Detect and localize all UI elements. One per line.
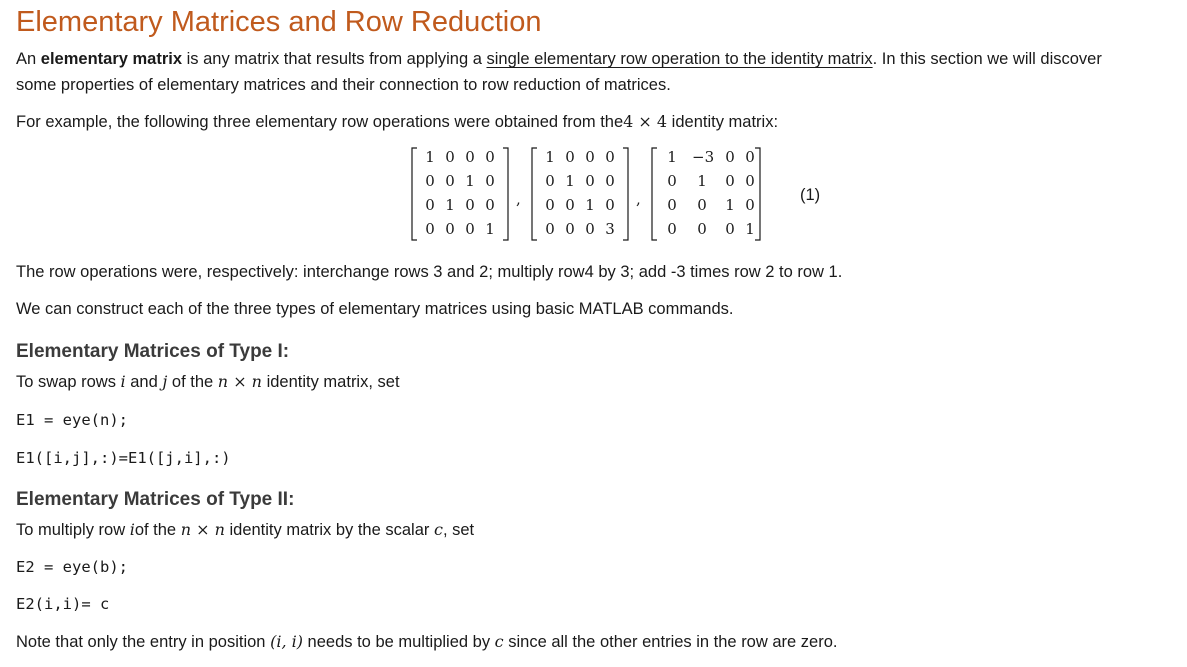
type1-heading: Elementary Matrices of Type I: — [16, 341, 290, 362]
left-bracket — [652, 148, 657, 240]
type1-code-line2: E1([i,j],:)=E1([j,i],:) — [16, 449, 231, 467]
matrix-cell: 0 — [725, 148, 735, 166]
note-text: Note that only the entry in position — [16, 633, 271, 651]
matrix-cell: 1 — [485, 220, 495, 238]
matrix-cell: 0 — [485, 196, 495, 214]
matrix-cell: 0 — [445, 172, 455, 190]
matrix-cell: 1 — [465, 172, 475, 190]
matrix-cell: 0 — [667, 220, 677, 238]
note-text: since all the other entries in the row are zero. — [503, 633, 838, 651]
matrix-cell: 0 — [545, 172, 555, 190]
matrix-cell: 1 — [725, 196, 735, 214]
var-i: i — [129, 520, 135, 539]
matrix-cell: 0 — [585, 148, 595, 166]
matrix-cell: 0 — [425, 196, 435, 214]
matrix-cell: 1 — [545, 148, 555, 166]
matrix-cell: 1 — [697, 172, 707, 190]
type1-text: identity matrix, set — [261, 373, 400, 391]
matrix-cell: 0 — [485, 172, 495, 190]
right-bracket — [623, 148, 628, 240]
matrix-cell: 3 — [605, 220, 615, 238]
matrix-dimension: 4 × 4 — [623, 112, 668, 131]
type1-code-line1: E1 = eye(n); — [16, 411, 128, 429]
matrix-1 — [410, 146, 510, 242]
page-title: Elementary Matrices and Row Reduction — [16, 6, 542, 38]
matrix-comma: , — [516, 190, 521, 208]
var-c: c — [494, 632, 504, 651]
matrix-cell: 0 — [465, 220, 475, 238]
type1-text: and — [125, 373, 163, 391]
matrix-cell: 1 — [565, 172, 575, 190]
type1-text: To swap rows — [16, 373, 121, 391]
type2-heading: Elementary Matrices of Type II: — [16, 489, 295, 510]
matrix-cell: 0 — [425, 172, 435, 190]
position-ii: (i, i) — [270, 632, 303, 651]
matrix-cell: 1 — [425, 148, 435, 166]
matrix-comma: , — [636, 190, 641, 208]
row-operations-text: The row operations were, respectively: interchange rows 3 and 2; multiply row4 by 3; add -3 times row 2 to row 1. — [16, 263, 843, 281]
matrix-cell: 0 — [445, 220, 455, 238]
matrix-cell: 1 — [745, 220, 755, 238]
type2-description — [16, 517, 474, 543]
equation-number: (1) — [800, 186, 821, 204]
matrix-cell: 0 — [445, 148, 455, 166]
note-text: needs to be multiplied by — [302, 633, 495, 651]
var-j: j — [162, 372, 168, 391]
var-c: c — [433, 520, 443, 539]
matrix-cell: 0 — [565, 148, 575, 166]
matrix-cell: 1 — [445, 196, 455, 214]
matrix-cell: 1 — [585, 196, 595, 214]
intro-text: . In this section we will discover — [872, 50, 1102, 68]
type2-text: , set — [442, 521, 475, 539]
matrix-cell: 0 — [725, 220, 735, 238]
type2-code-line1: E2 = eye(b); — [16, 558, 128, 576]
matrix-cell: 0 — [667, 196, 677, 214]
matrix-2 — [530, 146, 630, 242]
matrix-cell: 0 — [605, 196, 615, 214]
var-nn: n × n — [217, 372, 262, 391]
right-bracket — [503, 148, 508, 240]
matrix-cell: 0 — [697, 220, 707, 238]
construct-text: We can construct each of the three types of elementary matrices using basic MATLAB commands. — [16, 300, 734, 318]
matrix-3 — [650, 146, 762, 242]
intro-paragraph-line1 — [16, 46, 1102, 72]
example-text: identity matrix: — [667, 113, 779, 131]
matrix-cell: 0 — [545, 196, 555, 214]
type2-text: identity matrix by the scalar — [224, 521, 434, 539]
matrix-cell: 0 — [425, 220, 435, 238]
matrix-cell: 0 — [585, 172, 595, 190]
matrix-cell: 0 — [465, 196, 475, 214]
intro-text: is any matrix that results from applying a — [182, 50, 487, 68]
intro-text: An — [16, 50, 41, 68]
matrix-cell: 0 — [545, 220, 555, 238]
left-bracket — [532, 148, 537, 240]
matrix-cell: 0 — [745, 196, 755, 214]
term-elementary-matrix: elementary matrix — [40, 50, 183, 68]
matrix-cell: 0 — [465, 148, 475, 166]
matrix-cell: 0 — [725, 172, 735, 190]
type2-code-line2: E2(i,i)= c — [16, 595, 110, 613]
matrix-cell: 0 — [745, 172, 755, 190]
matrix-cell: 0 — [485, 148, 495, 166]
left-bracket — [412, 148, 417, 240]
matrix-cell: 0 — [565, 196, 575, 214]
matrix-cell: −3 — [692, 148, 715, 166]
example-paragraph — [16, 109, 778, 135]
matrix-cell: 1 — [667, 148, 677, 166]
var-i: i — [120, 372, 126, 391]
matrix-cell: 0 — [585, 220, 595, 238]
intro-paragraph-line2: some properties of elementary matrices and their connection to row reduction of matrices. — [16, 76, 671, 94]
matrix-cell: 0 — [565, 220, 575, 238]
var-nn: n × n — [180, 520, 225, 539]
matrix-cell: 0 — [667, 172, 677, 190]
matrix-cell: 0 — [605, 148, 615, 166]
example-text: For example, the following three elementary row operations were obtained from the — [16, 113, 624, 131]
type2-text: To multiply row — [16, 521, 130, 539]
matrix-cell: 0 — [605, 172, 615, 190]
matrix-cell: 0 — [745, 148, 755, 166]
type1-description — [16, 369, 400, 395]
type1-text: of the — [167, 373, 218, 391]
note-paragraph — [16, 629, 837, 655]
definition-link[interactable]: single elementary row operation to the identity matrix — [486, 50, 873, 68]
matrix-cell: 0 — [697, 196, 707, 214]
type2-text: of the — [134, 521, 181, 539]
